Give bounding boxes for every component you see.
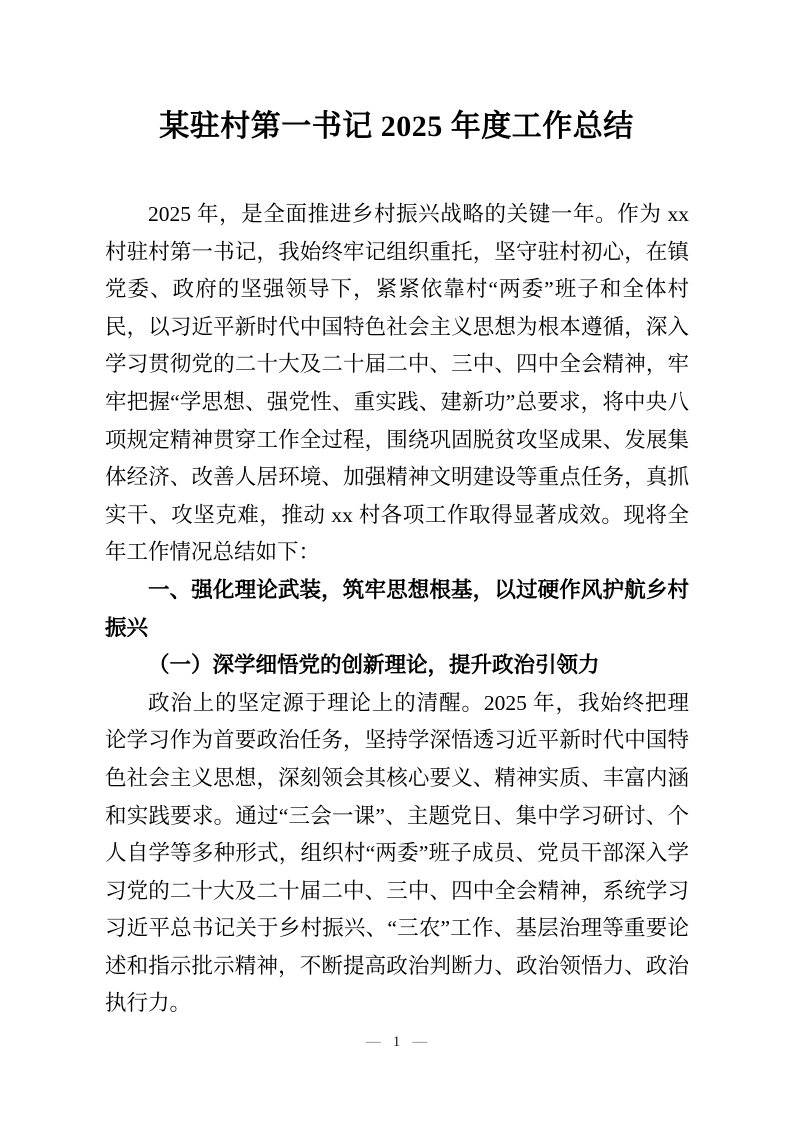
page-footer: [0, 1031, 793, 1053]
subsection-1-body-paragraph: 政治上的坚定源于理论上的清醒。2025 年，我始终把理论学习作为首要政治任务，坚持学深悟透习近平新时代中国特色社会主义思想，深刻领会其核心要义、精神实质、丰富内涵和实践要求。通过“三会一课”、主题党日、集中学习研讨、个人自学等多种形式，组织村“两委”班子成员、党员干部深入学习党的二十大及二十届二中、三中、四中全会精神，系统学习习近平总书记关于乡村振兴、“三农”工作、基层治理等重要论述和指示批示精神，不断提高政治判断力、政治领悟力、政治执行力。: [105, 690, 689, 1016]
page-number: 1: [392, 1034, 401, 1050]
intro-paragraph: 2025 年，是全面推进乡村振兴战略的关键一年。作为 xx 村驻村第一书记，我始终牢记组织重托，坚守驻村初心，在镇党委、政府的坚强领导下，紧紧依靠村“两委”班子和全体村民，以习近平新时代中国特色社会主义思想为根本遵循，深入学习贯彻党的二十大及二十届二中、三中、四中全会精神，牢牢把握“学思想、强党性、重实践、建新功”总要求，将中央八项规定精神贯穿工作全过程，围绕巩固脱贫攻坚成果、发展集体经济、改善人居环境、加强精神文明建设等重点任务，真抓实干、攻坚克难，推动 xx 村各项工作取得显著成效。现将全年工作情况总结如下：: [105, 202, 689, 565]
subsection-1-heading: （一）深学细悟党的创新理论，提升政治引领力: [148, 653, 600, 678]
section-1-heading: 一、强化理论武装，筑牢思想根基，以过硬作风护航乡村振兴: [105, 577, 689, 640]
document-title: 某驻村第一书记 2025 年度工作总结: [159, 110, 634, 143]
footer-dash-right: —: [412, 1034, 428, 1050]
footer-dash-left: —: [365, 1034, 381, 1050]
document-body: [105, 196, 689, 1023]
